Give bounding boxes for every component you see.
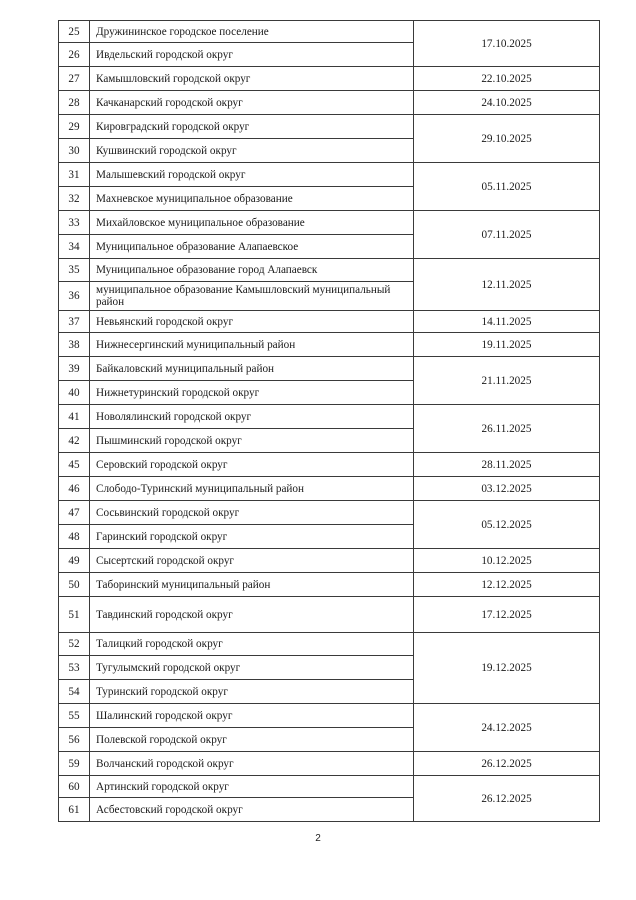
page-number: 2 [315,833,321,844]
row-number: 51 [59,597,90,633]
table-row [59,633,600,656]
row-number: 30 [59,139,90,163]
row-number: 37 [59,311,90,333]
event-date: 17.12.2025 [414,597,600,633]
table-row [59,211,600,235]
event-date: 24.12.2025 [414,704,600,752]
row-number: 42 [59,429,90,453]
row-number: 31 [59,163,90,187]
municipality-name: Качканарский городской округ [90,91,414,115]
row-number: 29 [59,115,90,139]
row-number: 36 [59,282,90,311]
municipality-name: Волчанский городской округ [90,752,414,776]
table-row [59,333,600,357]
municipality-name: Невьянский городской округ [90,311,414,333]
table-row [59,67,600,91]
table-row [59,357,600,381]
event-date: 26.11.2025 [414,405,600,453]
event-date: 28.11.2025 [414,453,600,477]
row-number: 46 [59,477,90,501]
event-date: 12.12.2025 [414,573,600,597]
event-date: 05.12.2025 [414,501,600,549]
table-row [59,115,600,139]
event-date: 07.11.2025 [414,211,600,259]
event-date: 19.12.2025 [414,633,600,704]
event-date: 29.10.2025 [414,115,600,163]
row-number: 41 [59,405,90,429]
event-date: 21.11.2025 [414,357,600,405]
municipality-name: Кушвинский городской округ [90,139,414,163]
event-date: 12.11.2025 [414,259,600,311]
municipality-name: Туринский городской округ [90,680,414,704]
table-row [59,501,600,525]
municipality-name: Нижнетуринский городской округ [90,381,414,405]
row-number: 26 [59,43,90,67]
municipality-name: Нижнесергинский муниципальный район [90,333,414,357]
municipality-name: Талицкий городской округ [90,633,414,656]
row-number: 38 [59,333,90,357]
event-date: 19.11.2025 [414,333,600,357]
table-row [59,311,600,333]
event-date: 26.12.2025 [414,752,600,776]
row-number: 40 [59,381,90,405]
row-number: 50 [59,573,90,597]
municipality-name: Пышминский городской округ [90,429,414,453]
schedule-table [58,20,600,822]
row-number: 54 [59,680,90,704]
event-date: 05.11.2025 [414,163,600,211]
table-row [59,597,600,633]
table-row [59,453,600,477]
table-row [59,573,600,597]
municipality-name: Полевской городской округ [90,728,414,752]
row-number: 27 [59,67,90,91]
municipality-name: Слободо-Туринский муниципальный район [90,477,414,501]
event-date: 14.11.2025 [414,311,600,333]
row-number: 49 [59,549,90,573]
municipality-name: Дружининское городское поселение [90,21,414,43]
event-date: 03.12.2025 [414,477,600,501]
row-number: 59 [59,752,90,776]
municipality-name: Муниципальное образование Алапаевское [90,235,414,259]
municipality-name: Михайловское муниципальное образование [90,211,414,235]
event-date: 24.10.2025 [414,91,600,115]
row-number: 52 [59,633,90,656]
municipality-name: Махневское муниципальное образование [90,187,414,211]
row-number: 25 [59,21,90,43]
row-number: 56 [59,728,90,752]
municipality-name: муниципальное образование Камышловский муниципальный район [90,282,414,311]
table-row [59,704,600,728]
row-number: 35 [59,259,90,282]
municipality-name: Камышловский городской округ [90,67,414,91]
row-number: 28 [59,91,90,115]
table-row [59,477,600,501]
municipality-name: Муниципальное образование город Алапаевск [90,259,414,282]
table-row [59,549,600,573]
row-number: 48 [59,525,90,549]
table-row [59,776,600,798]
row-number: 47 [59,501,90,525]
event-date: 26.12.2025 [414,776,600,822]
municipality-name: Малышевский городской округ [90,163,414,187]
municipality-name: Кировградский городской округ [90,115,414,139]
row-number: 53 [59,656,90,680]
municipality-name: Асбестовский городской округ [90,798,414,822]
municipality-name: Байкаловский муниципальный район [90,357,414,381]
municipality-name: Тавдинский городской округ [90,597,414,633]
municipality-name: Новолялинский городской округ [90,405,414,429]
event-date: 17.10.2025 [414,21,600,67]
row-number: 55 [59,704,90,728]
table-row [59,259,600,282]
row-number: 60 [59,776,90,798]
municipality-name: Тугулымский городской округ [90,656,414,680]
row-number: 39 [59,357,90,381]
municipality-name: Гаринский городской округ [90,525,414,549]
event-date: 10.12.2025 [414,549,600,573]
municipality-name: Сосьвинский городской округ [90,501,414,525]
municipality-name: Шалинский городской округ [90,704,414,728]
row-number: 34 [59,235,90,259]
municipality-name: Артинский городской округ [90,776,414,798]
table-row [59,405,600,429]
schedule-table-body [59,21,600,822]
table-row [59,752,600,776]
row-number: 33 [59,211,90,235]
row-number: 45 [59,453,90,477]
table-row [59,21,600,43]
event-date: 22.10.2025 [414,67,600,91]
municipality-name: Серовский городской округ [90,453,414,477]
municipality-name: Ивдельский городской округ [90,43,414,67]
row-number: 32 [59,187,90,211]
table-row [59,163,600,187]
municipality-name: Таборинский муниципальный район [90,573,414,597]
row-number: 61 [59,798,90,822]
municipality-name: Сысертский городской округ [90,549,414,573]
table-row [59,91,600,115]
